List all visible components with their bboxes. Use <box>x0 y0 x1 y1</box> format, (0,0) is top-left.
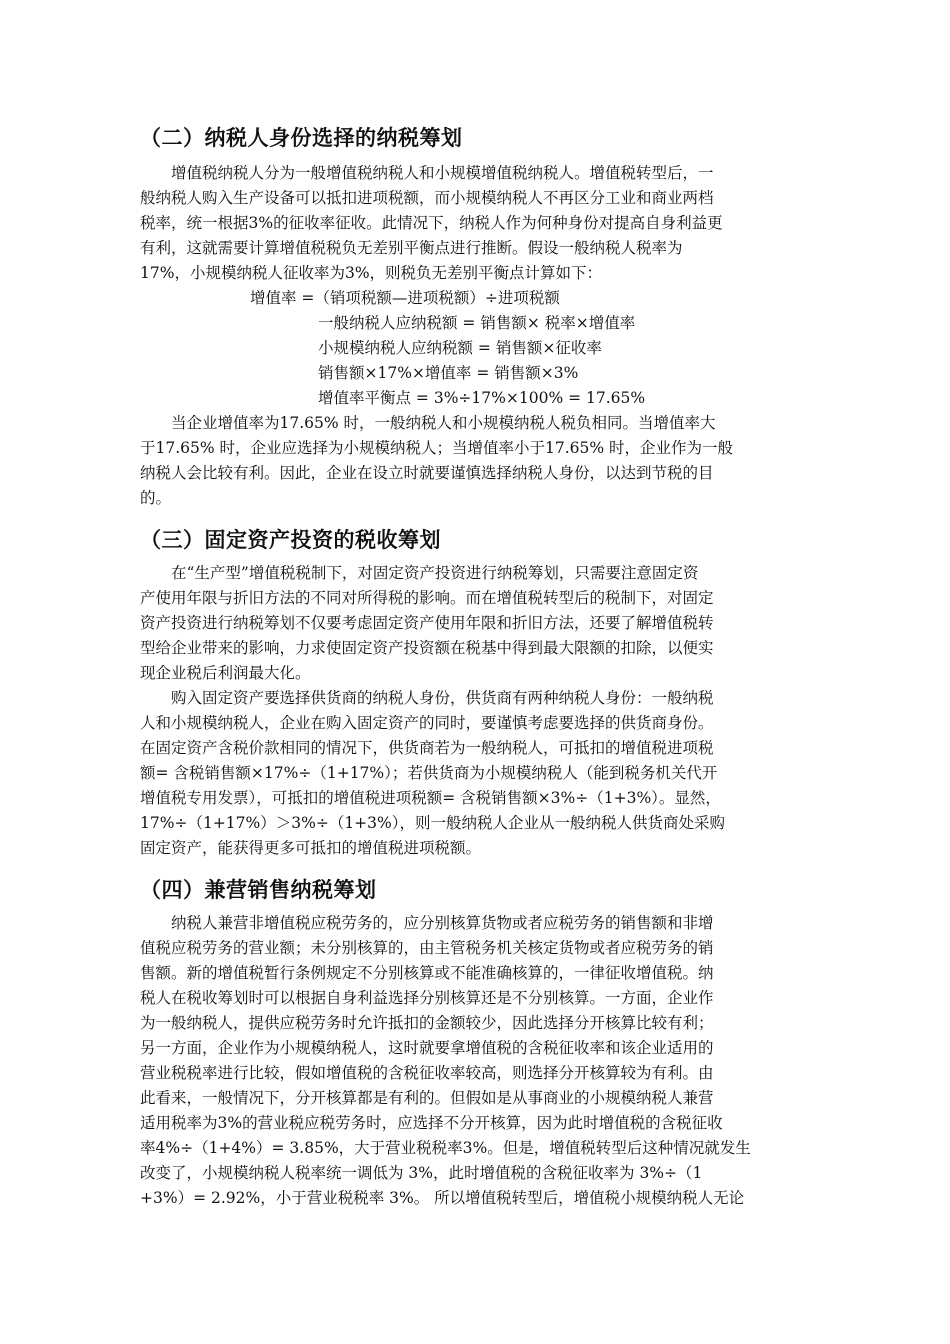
section-3-paragraph-2 <box>140 686 852 861</box>
text-line: 售额。新的增值税暂行条例规定不分别核算或不能准确核算的，一律征收增值税。纳 <box>140 964 714 982</box>
formula-line: 一般纳税人应纳税额 = 销售额× 税率×增值率 <box>318 314 636 332</box>
text-line: 率4%÷（1+4%）= 3.85%，大于营业税税率3%。但是，增值税转型后这种情况就发生 <box>140 1139 751 1157</box>
text-line: 适用税率为3%的营业税应税劳务时，应选择不分开核算，因为此时增值税的含税征收 <box>140 1114 723 1132</box>
section-heading-3: （三）固定资产投资的税收筹划 <box>140 528 441 552</box>
text-line: 当企业增值率为17.65% 时，一般纳税人和小规模纳税人税负相同。当增值率大 <box>140 414 716 432</box>
text-line: 固定资产，能获得更多可抵扣的增值税进项税额。 <box>140 839 482 857</box>
formula-line: 销售额×17%×增值率 = 销售额×3% <box>318 364 579 382</box>
text-line: 纳税人会比较有利。因此，企业在设立时就要谨慎选择纳税人身份，以达到节税的目 <box>140 464 714 482</box>
formula-line: 小规模纳税人应纳税额 = 销售额×征收率 <box>318 339 602 357</box>
text-line: 税率，统一根据3%的征收率征收。此情况下，纳税人作为何种身份对提高自身利益更 <box>140 214 723 232</box>
text-line: 17%÷（1+17%）＞3%÷（1+3%），则一般纳税人企业从一般纳税人供货商处采购 <box>140 814 726 832</box>
section-heading-4: （四）兼营销售纳税筹划 <box>140 878 377 902</box>
text-line: 人和小规模纳税人，企业在购入固定资产的同时，要谨慎考虑要选择的供货商身份。 <box>140 714 714 732</box>
section-2-paragraph-1 <box>140 161 852 286</box>
text-line: 购入固定资产要选择供货商的纳税人身份，供货商有两种纳税人身份：一般纳税 <box>140 689 714 707</box>
text-line: 营业税税率进行比较，假如增值税的含税征收率较高，则选择分开核算较为有利。由 <box>140 1064 714 1082</box>
section-heading-2: （二）纳税人身份选择的纳税筹划 <box>140 126 463 150</box>
text-line: 纳税人兼营非增值税应税劳务的，应分别核算货物或者应税劳务的销售额和非增 <box>140 914 714 932</box>
section-3-paragraph-1 <box>140 561 852 686</box>
text-line: 资产投资进行纳税筹划不仅要考虑固定资产使用年限和折旧方法，还要了解增值税转 <box>140 614 714 632</box>
text-line: 增值税纳税人分为一般增值税纳税人和小规模增值税纳税人。增值税转型后，一 <box>140 164 714 182</box>
text-line: 值税应税劳务的营业额；未分别核算的，由主管税务机关核定货物或者应税劳务的销 <box>140 939 714 957</box>
text-line: 另一方面，企业作为小规模纳税人，这时就要拿增值税的含税征收率和该企业适用的 <box>140 1039 714 1057</box>
text-line: 有利，这就需要计算增值税税负无差别平衡点进行推断。假设一般纳税人税率为 <box>140 239 683 257</box>
text-line: 此看来，一般情况下，分开核算都是有利的。但假如是从事商业的小规模纳税人兼营 <box>140 1089 714 1107</box>
formula-line: 增值率平衡点 = 3%÷17%×100% = 17.65% <box>318 389 646 407</box>
section-4-paragraph-1 <box>140 911 852 1211</box>
text-line: +3%）= 2.92%，小于营业税税率 3%。 所以增值税转型后，增值税小规模纳税人无论 <box>140 1189 745 1207</box>
text-line: 为一般纳税人，提供应税劳务时允许抵扣的金额较少，因此选择分开核算比较有利； <box>140 1014 714 1032</box>
formula-line: 增值率 =（销项税额—进项税额）÷进项税额 <box>250 289 560 307</box>
text-line: 额= 含税销售额×17%÷（1+17%）；若供货商为小规模纳税人（能到税务机关代开 <box>140 764 718 782</box>
text-line: 现企业税后利润最大化。 <box>140 664 311 682</box>
text-line: 型给企业带来的影响，力求使固定资产投资额在税基中得到最大限额的扣除，以便实 <box>140 639 714 657</box>
text-line: 17%，小规模纳税人征收率为3%，则税负无差别平衡点计算如下： <box>140 264 603 282</box>
text-line: 产使用年限与折旧方法的不同对所得税的影响。而在增值税转型后的税制下，对固定 <box>140 589 714 607</box>
text-line: 税人在税收筹划时可以根据自身利益选择分别核算还是不分别核算。一方面，企业作 <box>140 989 714 1007</box>
section-2-paragraph-2 <box>140 411 852 511</box>
text-line: 于17.65% 时，企业应选择为小规模纳税人；当增值率小于17.65% 时，企业作为一般 <box>140 439 734 457</box>
text-line: 增值税专用发票），可抵扣的增值税进项税额= 含税销售额×3%÷（1+3%）。显然， <box>140 789 721 807</box>
text-line: 改变了，小规模纳税人税率统一调低为 3%，此时增值税的含税征收率为 3%÷（1 <box>140 1164 703 1182</box>
text-line: 的。 <box>140 489 172 507</box>
text-line: 在固定资产含税价款相同的情况下，供货商若为一般纳税人，可抵扣的增值税进项税 <box>140 739 714 757</box>
text-line: 般纳税人购入生产设备可以抵扣进项税额，而小规模纳税人不再区分工业和商业两档 <box>140 189 714 207</box>
text-line: 在“生产型”增值税税制下，对固定资产投资进行纳税筹划，只需要注意固定资 <box>140 564 699 582</box>
